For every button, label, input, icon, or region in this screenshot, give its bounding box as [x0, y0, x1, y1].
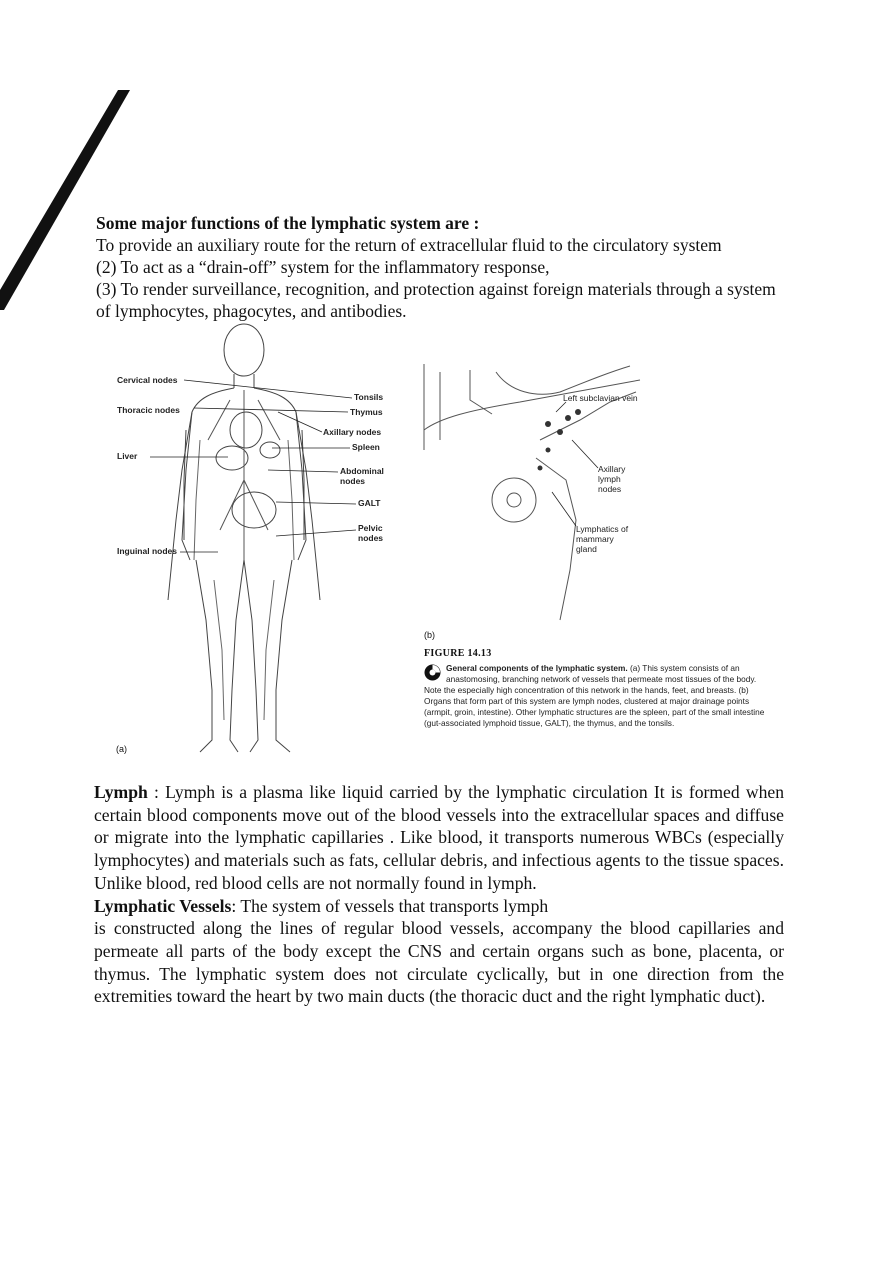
label-spleen: Spleen — [352, 442, 380, 452]
caption-lead: General components of the lymphatic system. — [446, 663, 628, 673]
label-liver: Liver — [117, 451, 138, 461]
panel-b-tag: (b) — [424, 630, 435, 640]
function-item-3: (3) To render surveillance, recognition, and protection against foreign materials through a system of lymphocytes, phagocytes, and antibodies. — [96, 279, 776, 321]
animation-disc-icon — [424, 664, 441, 681]
functions-heading: Some major functions of the lymphatic system are : — [96, 213, 480, 233]
label-pelvic-nodes: Pelvic nodes — [358, 523, 384, 543]
figure-number: FIGURE 14.13 — [424, 648, 492, 659]
figure-caption — [424, 648, 770, 729]
label-thymus: Thymus — [350, 407, 383, 417]
vessels-term: Lymphatic Vessels — [94, 895, 232, 916]
body-text — [94, 781, 784, 1008]
label-galt: GALT — [358, 498, 381, 508]
panel-a-tag: (a) — [116, 744, 127, 754]
caption-text: (a) This system consists of an anastomosing, branching network of vessels that permeate most tissues of the body. Note the especially high concentration of this network in the hands, feet, and breasts. (b) Organs that form part of this system are lymph nodes, clustered at major drainage points (armpit, groin, intestine). Other lymphatic structures are the spleen, part of the small intestine (gut-associated lymphoid tissue, GALT), the thymus, and the tonsils. — [424, 663, 765, 728]
vessels-intro: : The system of vessels that transports lymph — [231, 895, 549, 916]
label-thoracic-nodes: Thoracic nodes — [117, 405, 180, 415]
label-left-subclavian-vein: Left subclavian vein — [563, 393, 638, 403]
lymph-text: : Lymph is a plasma like liquid carried by the lymphatic circulation It is formed when certain blood components move out of the blood vessels into the extracellular spaces and diffuse or migrate into the lymphatic capillaries . Like blood, it transports numerous WBCs (especially lymphocytes) and materials such as fats, cellular debris, and infectious agents to the tissue spaces. Unlike blood, red blood cells are not normally found in lymph. — [94, 782, 784, 893]
label-cervical-nodes: Cervical nodes — [117, 375, 178, 385]
label-abdominal-nodes: Abdominal nodes — [340, 466, 384, 486]
lymph-paragraph — [94, 781, 784, 895]
label-inguinal-nodes: Inguinal nodes — [117, 546, 177, 556]
label-axillary-lymph-nodes: Axillary lymph nodes — [598, 464, 626, 494]
function-item-1: To provide an auxiliary route for the return of extracellular fluid to the circulatory system — [96, 235, 722, 255]
label-axillary-nodes: Axillary nodes — [323, 427, 382, 437]
function-item-2: (2) To act as a “drain-off” system for the inflammatory response, — [96, 257, 550, 277]
lymph-term: Lymph — [94, 782, 148, 802]
vessels-paragraph: is constructed along the lines of regular blood vessels, accompany the blood capillaries and permeate all parts of the body except the CNS and certain organs such as bone, placenta, or thymus. The lymphatic system does not circulate cyclically, but in one direction from the extremities toward the heart by two main ducts (the thoracic duct and the right lymphatic duct). — [94, 918, 784, 1007]
label-mammary-lymphatics: Lymphatics of mammary gland — [576, 524, 629, 554]
vessels-heading — [94, 895, 784, 918]
label-tonsils: Tonsils — [354, 392, 384, 402]
